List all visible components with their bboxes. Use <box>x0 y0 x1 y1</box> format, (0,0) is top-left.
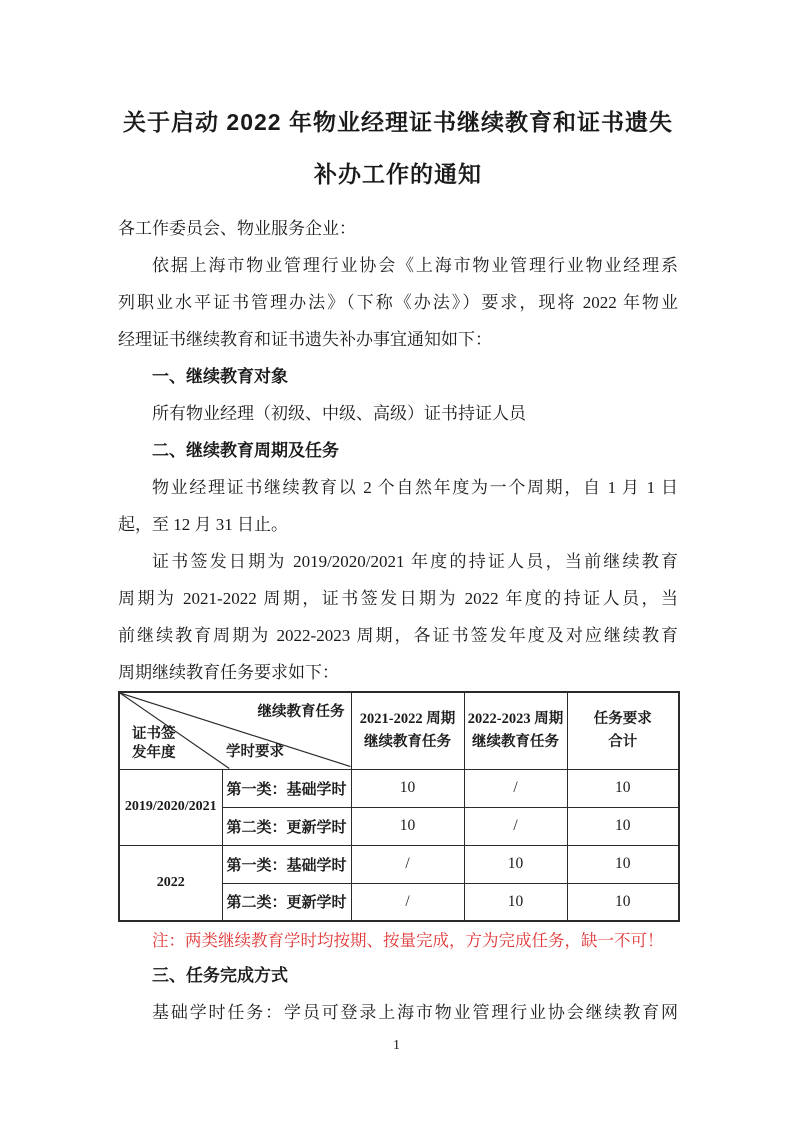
document-content <box>118 0 678 1031</box>
value-cell: 10 <box>464 883 567 921</box>
header-cycle-2021-2022-line-2: 继续教育任务 <box>364 733 451 750</box>
salutation: 各工作委员会、物业服务企业： <box>118 219 356 238</box>
category-cell: 第二类：更新学时 <box>222 807 351 845</box>
category-cell: 第二类：更新学时 <box>222 883 351 921</box>
table-corner-cell <box>119 692 351 769</box>
value-cell: / <box>464 807 567 845</box>
page-number: 1 <box>393 1038 400 1053</box>
value-cell: 10 <box>351 769 464 807</box>
section-heading-2: 二、继续教育周期及任务 <box>152 441 339 460</box>
doc-title <box>118 96 678 200</box>
paragraph-issue-years-line-4: 周期继续教育任务要求如下： <box>118 663 339 682</box>
doc-title-line-1: 关于启动 2022 年物业经理证书继续教育和证书遗失 <box>123 109 673 135</box>
paragraph-cycle-line-2: 起，至 12 月 31 日止。 <box>118 515 288 534</box>
header-cycle-2021-2022 <box>351 692 464 769</box>
paragraph-issue-years-line-1: 证书签发日期为 2019/2020/2021 年度的持证人员，当前继续教育 <box>152 552 678 571</box>
paragraph-issue-years <box>118 543 678 691</box>
paragraph-basis-line-3: 经理证书继续教育和证书遗失补办事宜通知如下： <box>118 330 492 349</box>
corner-label-year-line-2: 发年度 <box>132 745 176 761</box>
paragraph-issue-years-line-3: 前继续教育周期为 2022-2023 周期，各证书签发年度及对应继续教育 <box>118 626 678 645</box>
corner-label-hours: 学时要求 <box>226 744 284 760</box>
value-cell: 10 <box>567 807 679 845</box>
year-cell-2022: 2022 <box>119 845 222 921</box>
table-header-row <box>119 692 679 769</box>
paragraph-basis-line-2: 列职业水平证书管理办法》（下称《办法》）要求，现将 2022 年物业 <box>118 293 678 312</box>
value-cell: 10 <box>567 845 679 883</box>
section-heading-3: 三、任务完成方式 <box>152 966 288 985</box>
paragraph-basis-line-1: 依据上海市物业管理行业协会《上海市物业管理行业物业经理系 <box>152 256 678 275</box>
red-note: 注：两类继续教育学时均按期、按量完成，方为完成任务，缺一不可！ <box>152 931 664 950</box>
category-cell: 第一类：基础学时 <box>222 845 351 883</box>
header-task-total-line-1: 任务要求 <box>593 710 652 727</box>
table-row <box>119 845 679 883</box>
header-cycle-2022-2023-line-2: 继续教育任务 <box>472 733 559 750</box>
paragraph-issue-years-line-2: 周期为 2021-2022 周期，证书签发日期为 2022 年度的持证人员，当 <box>118 589 678 608</box>
value-cell: 10 <box>351 807 464 845</box>
header-cycle-2021-2022-line-1: 2021-2022 周期 <box>359 710 456 727</box>
paragraph-cycle <box>118 469 678 543</box>
header-task-total <box>567 692 679 769</box>
continuing-education-table <box>118 691 680 922</box>
year-cell-2019-2021: 2019/2020/2021 <box>119 769 222 845</box>
corner-label-task: 继续教育任务 <box>257 704 345 720</box>
paragraph-targets: 所有物业经理（初级、中级、高级）证书持证人员 <box>152 404 526 423</box>
category-cell: 第一类：基础学时 <box>222 769 351 807</box>
value-cell: 10 <box>567 883 679 921</box>
header-task-total-line-2: 合计 <box>608 733 638 750</box>
value-cell: / <box>351 883 464 921</box>
corner-label-year <box>132 725 176 763</box>
value-cell: 10 <box>464 845 567 883</box>
corner-label-year-line-1: 证书签 <box>132 726 176 742</box>
paragraph-basis <box>118 247 678 358</box>
doc-body <box>118 210 678 691</box>
paragraph-cycle-line-1: 物业经理证书继续教育以 2 个自然年度为一个周期，自 1 月 1 日 <box>152 478 678 497</box>
paragraph-method: 基础学时任务：学员可登录上海市物业管理行业协会继续教育网 <box>152 1003 678 1022</box>
doc-title-line-2: 补办工作的通知 <box>314 161 482 187</box>
value-cell: 10 <box>567 769 679 807</box>
table-row <box>119 769 679 807</box>
section-heading-1: 一、继续教育对象 <box>152 367 288 386</box>
value-cell: / <box>464 769 567 807</box>
value-cell: / <box>351 845 464 883</box>
header-cycle-2022-2023-line-1: 2022-2023 周期 <box>467 710 564 727</box>
header-cycle-2022-2023 <box>464 692 567 769</box>
